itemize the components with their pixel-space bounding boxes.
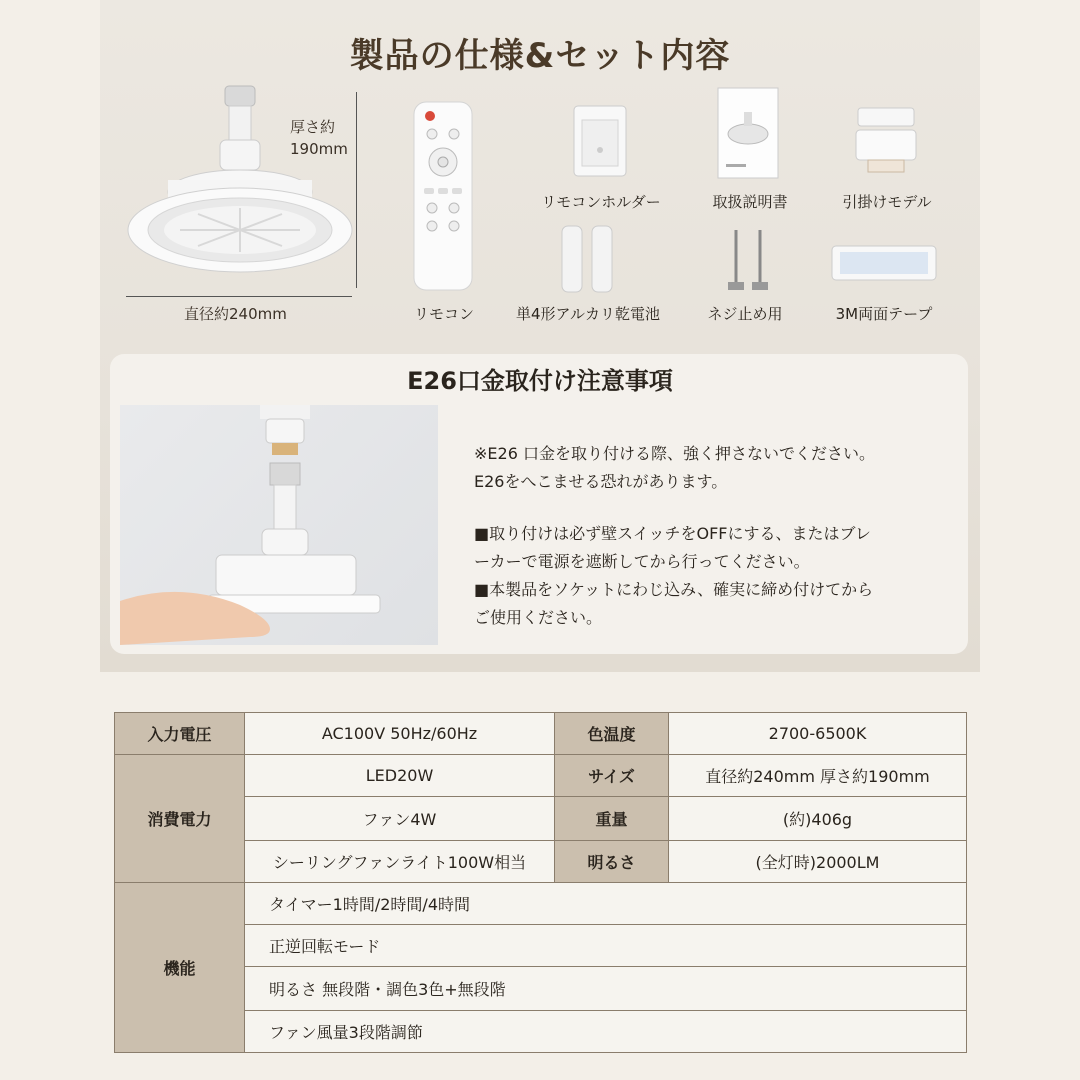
power-fan-value: ファン4W <box>245 797 555 841</box>
item-label-3m-tape: 3M両面テープ <box>835 305 933 323</box>
remote-image <box>412 100 474 292</box>
notice-text <box>474 440 954 632</box>
color-temp-label: 色温度 <box>555 713 669 755</box>
ceiling-fan-image <box>120 80 360 310</box>
spec-table <box>114 712 967 1053</box>
weight-label: 重量 <box>555 797 669 841</box>
thickness-dimension-line <box>356 92 357 288</box>
notice-line: ■本製品をソケットにわじ込み、確実に締め付けてから <box>474 580 874 599</box>
item-label-manual: 取扱説明書 <box>712 193 788 211</box>
item-label-hook-adapter: 引掛けモデル <box>842 193 932 211</box>
power-equiv-value: シーリングファンライト100W相当 <box>245 841 555 883</box>
manual-image <box>716 86 780 180</box>
input-voltage-value: AC100V 50Hz/60Hz <box>245 713 555 755</box>
notice-line: ーカーで電源を遮断してから行ってください。 <box>474 552 810 571</box>
notice-line: ■取り付けは必ず壁スイッチをOFFにする、またはブレ <box>474 524 871 543</box>
page-title: 製品の仕様&セット内容 <box>349 36 731 76</box>
input-voltage-label: 入力電圧 <box>115 713 245 755</box>
installation-illustration <box>120 405 438 645</box>
thickness-label: 厚さ約 190mm <box>290 118 348 158</box>
color-temp-value: 2700-6500K <box>669 713 967 755</box>
function-rotation: 正逆回転モード <box>245 925 967 967</box>
weight-value: (約)406g <box>669 797 967 841</box>
power-led-value: LED20W <box>245 755 555 797</box>
brightness-value: (全灯時)2000LM <box>669 841 967 883</box>
notice-line: ご使用ください。 <box>474 608 603 627</box>
diameter-label: 直径約240mm <box>184 305 287 323</box>
notice-line: E26をへこませる恐れがあります。 <box>474 472 728 491</box>
remote-holder-image <box>568 100 632 180</box>
function-timer: タイマー1時間/2時間/4時間 <box>245 883 967 925</box>
power-label: 消費電力 <box>115 755 245 883</box>
hook-adapter-image <box>850 104 922 180</box>
function-label: 機能 <box>115 883 245 1053</box>
size-value: 直径約240mm 厚さ約190mm <box>669 755 967 797</box>
item-label-batteries: 単4形アルカリ乾電池 <box>516 305 660 323</box>
installation-photo <box>120 405 438 645</box>
size-label: サイズ <box>555 755 669 797</box>
notice-title: E26口金取付け注意事項 <box>407 367 673 395</box>
notice-line: ※E26 口金を取り付ける際、強く押さないでください。 <box>474 444 875 463</box>
screws-image <box>718 226 778 296</box>
diameter-dimension-line <box>126 296 352 297</box>
function-fan-speed: ファン風量3段階調節 <box>245 1011 967 1053</box>
item-label-remote-holder: リモコンホルダー <box>541 193 661 211</box>
item-label-screws: ネジ止め用 <box>707 305 783 323</box>
function-brightness: 明るさ 無段階・調色3色+無段階 <box>245 967 967 1011</box>
double-sided-tape-image <box>830 240 938 284</box>
item-label-remote: リモコン <box>413 305 474 323</box>
batteries-image <box>556 222 620 296</box>
brightness-label: 明るさ <box>555 841 669 883</box>
